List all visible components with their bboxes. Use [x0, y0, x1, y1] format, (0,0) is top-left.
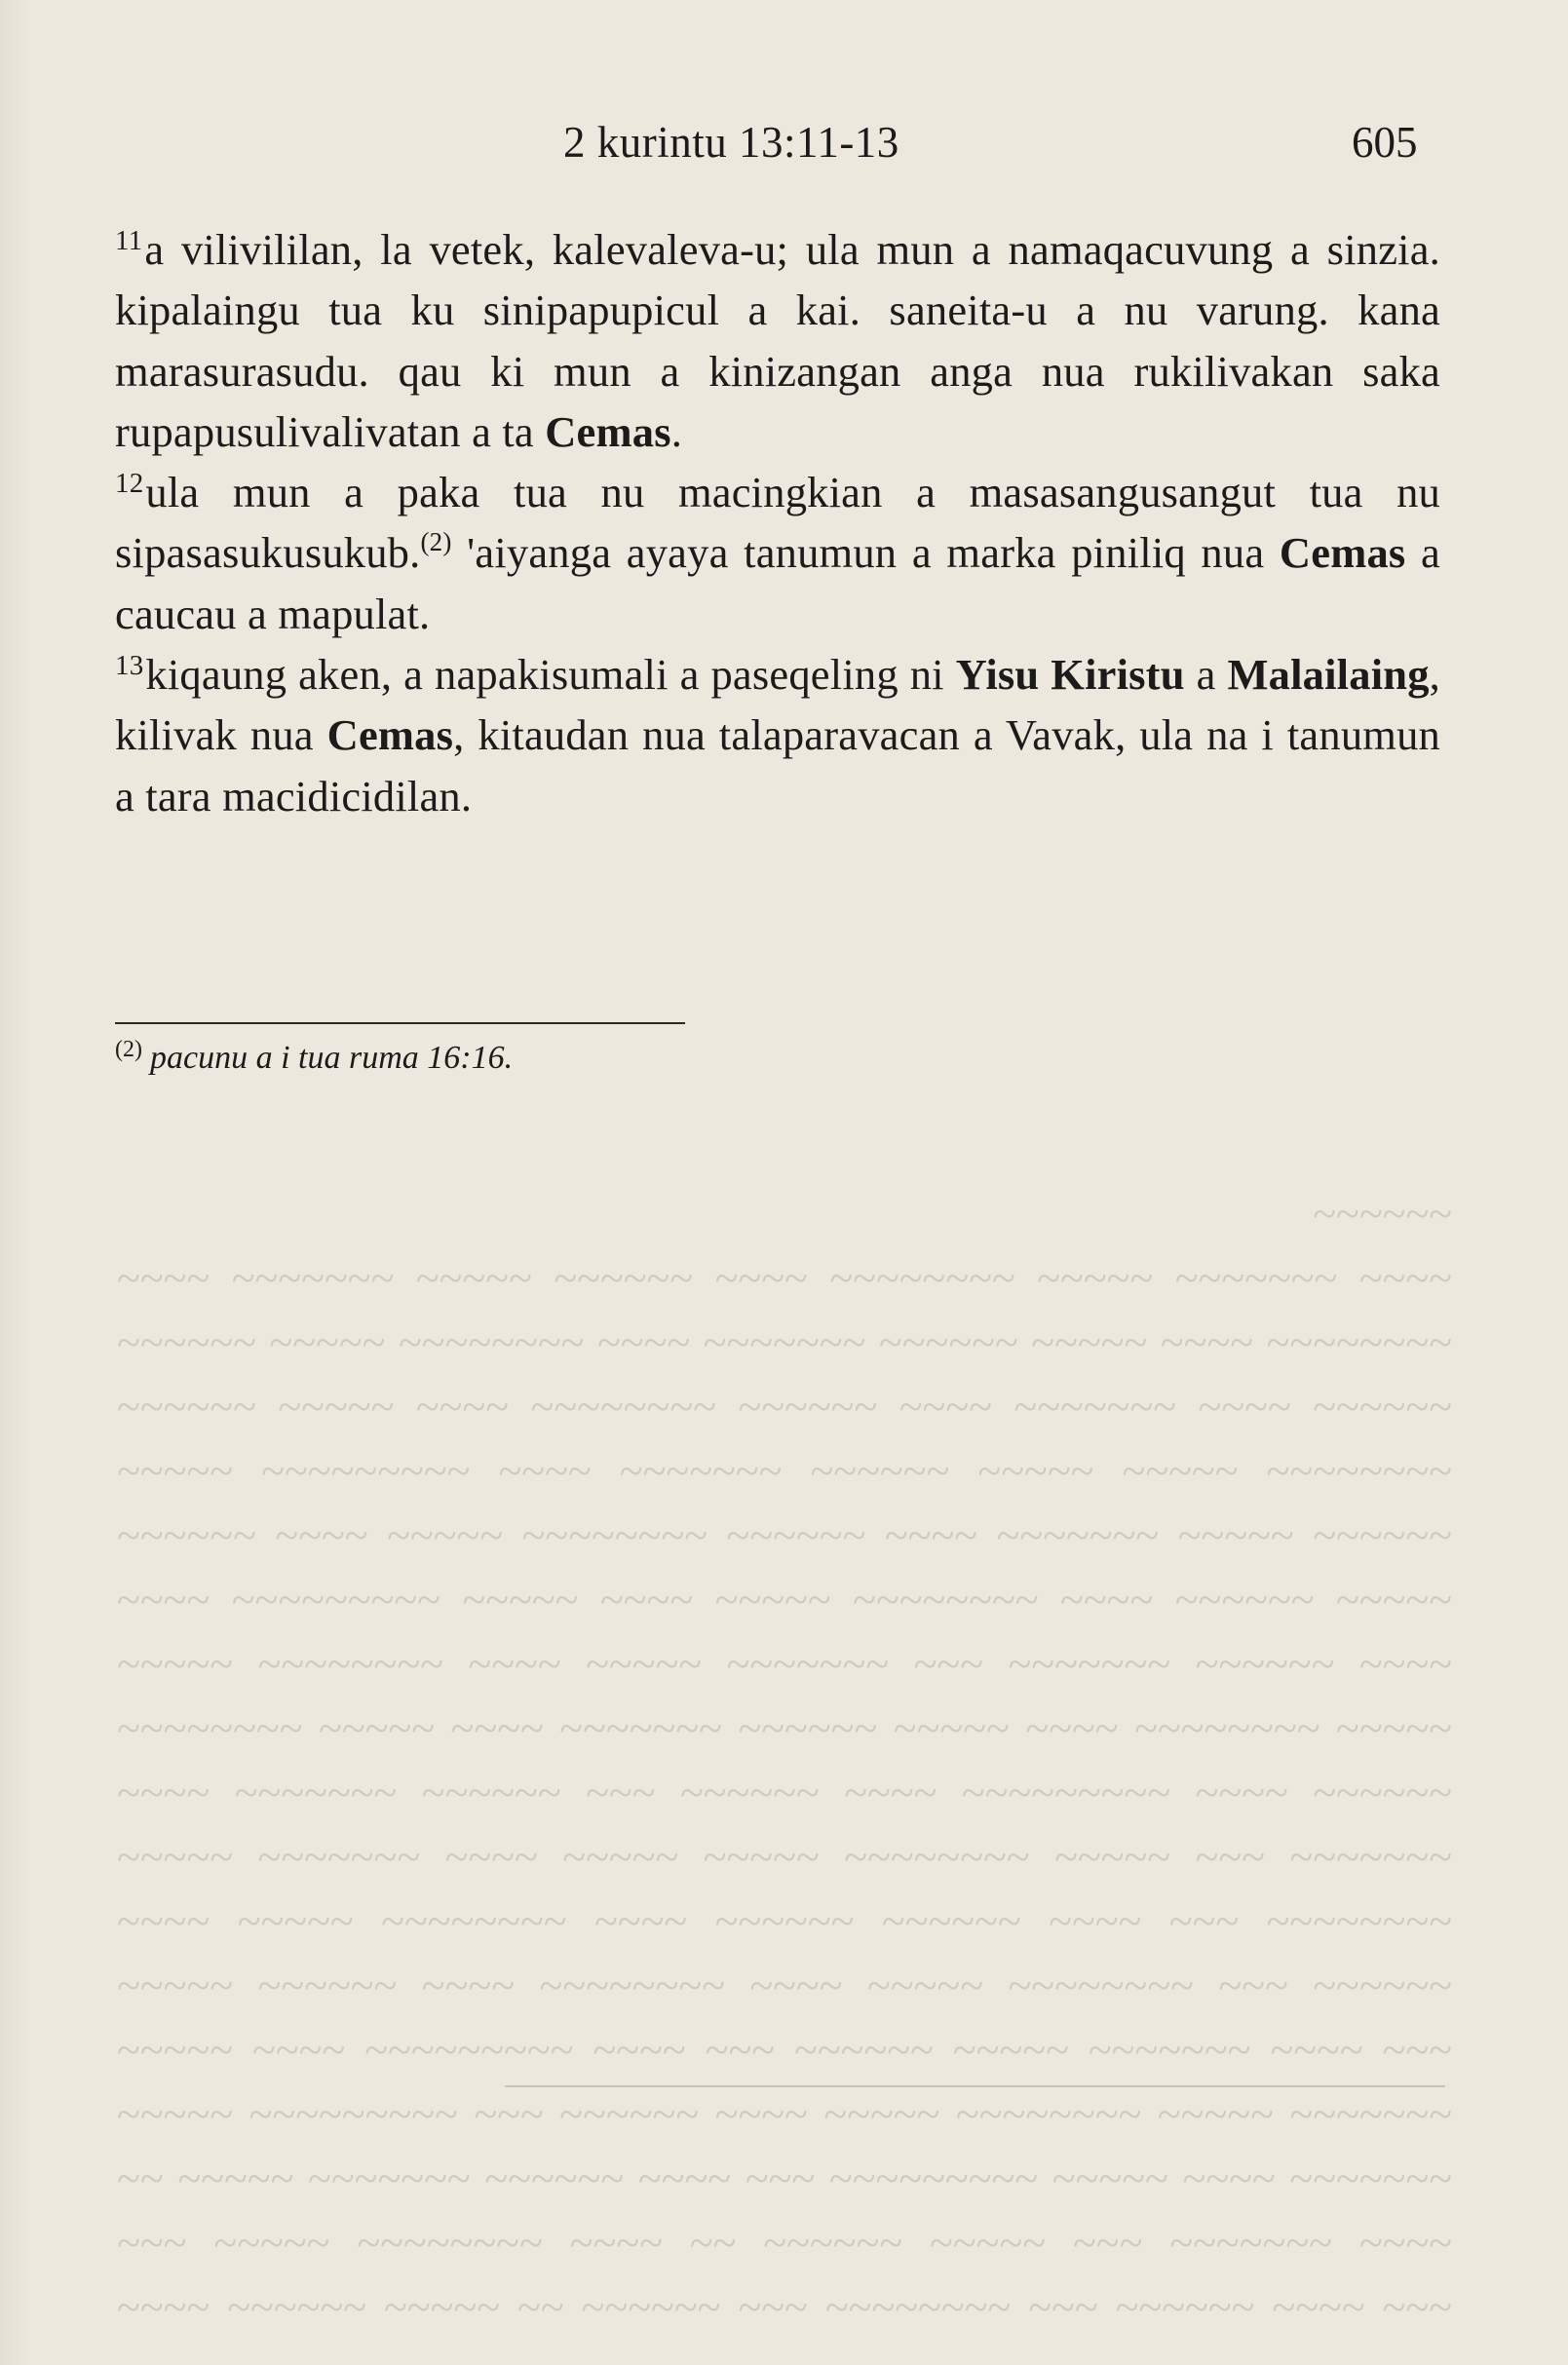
- verse-text: ula mun a paka tua nu macingkian a masasangusangut tua nu sipasasukusukub.: [115, 468, 1440, 578]
- verse-text: , kilivak nua: [115, 650, 1440, 760]
- verse-12: [115, 462, 1440, 644]
- verse-text: , kitaudan nua talaparavacan a Vavak, ula na i tanumun a tara macidicidilan.: [115, 710, 1441, 820]
- footnote-reference[interactable]: (2): [420, 527, 452, 557]
- scripture-text: [115, 219, 1440, 826]
- footnote-mark: (2): [115, 1037, 142, 1062]
- verse-text: 'aiyanga ayaya tanumun a marka piniliq nua: [451, 528, 1280, 578]
- running-title: 2 kurintu 13:11-13: [563, 118, 899, 167]
- verse-number: 11: [115, 225, 143, 256]
- verse-text-bold: Cemas: [1279, 528, 1406, 578]
- page-number: 605: [1352, 118, 1418, 167]
- verse-number: 12: [115, 468, 144, 500]
- verse-13: [115, 644, 1440, 826]
- footnote-divider: [115, 1022, 685, 1024]
- verse-text: kiqaung aken, a napakisumali a paseqeling ni: [145, 650, 956, 700]
- footnote-text: pacunu a i tua ruma 16:16.: [149, 1040, 514, 1076]
- bleed-through-rule: [505, 2085, 1445, 2087]
- footnote: [115, 1037, 513, 1077]
- verse-text: a: [1184, 650, 1228, 700]
- verse-text-bold: Cemas: [326, 710, 454, 760]
- verse-text: a caucau a mapulat.: [115, 528, 1440, 638]
- verse-text-bold: Malailaing: [1227, 650, 1430, 700]
- verse-11: [115, 219, 1440, 462]
- verse-number: 13: [115, 650, 144, 682]
- verse-text: .: [670, 406, 683, 456]
- verse-text: a vilivililan, la vetek, kalevaleva-u; ula mun a namaqacuvung a sinzia. kipalaingu tua ku sinipapupicul a kai. saneita-u a nu varung. kana marasurasudu. qau ki mun a kinizangan anga nua rukilivakan saka rupapusulivalivatan a ta: [115, 225, 1440, 456]
- page-header: [0, 117, 1568, 185]
- bleed-through-texture: ~~~ ~~~~ ~~~~~~ ~~~ ~~~~~~~~ ~~~ ~~~~~~ ~~ ~~~~~ ~~~~~~ ~~~~ ~~~~ ~~~~~~~ ~~~ ~~~~~ ~~~~~~ ~~ ~~~~ ~~~~~~~~ ~~~~~ ~~~ ~~~~~~~ ~~~~ ~~~~~ ~~~~~~~~~ ~~~ ~~~~ ~~~~~~ ~~~~~~~ ~~~~~ ~~ ~~~~~~~ ~~~~~ ~~~~~~~~ ~~~~~ ~~~~ ~~~~~~ ~~~ ~~~~~~~~~ ~~~~~ ~~~ ~~~~ ~~~~~~~ ~~~~~ ~~~~~~ ~~~ ~~~~ ~~~~~~~~~ ~~~~ ~~~~~ ~~~~~~ ~~~ ~~~~~~~~ ~~~~~ ~~~~ ~~~~~~~~ ~~~~ ~~~~~~ ~~~~~ ~~~~~~~~ ~~~ ~~~~ ~~~~~~ ~~~~~~ ~~~~ ~~~~~~~~ ~~~~~ ~~~~ ~~~~~~~ ~~~ ~~~~~ ~~~~~~~~ ~~~~~ ~~~~~ ~~~~ ~~~~~~~ ~~~~~ ~~~~~~ ~~~~ ~~~~~~~~~ ~~~~ ~~~~~~ ~~~ ~~~~~~ ~~~~~~~ ~~~~ ~~~~~ ~~~~~~~~ ~~~~ ~~~~~ ~~~~~~ ~~~~~~~ ~~~~ ~~~~~ ~~~~~~~~ ~~~~ ~~~~~~ ~~~~~~~ ~~~ ~~~~~~~ ~~~~~ ~~~~ ~~~~~~~~ ~~~~~ ~~~~~ ~~~~~~ ~~~~ ~~~~~~~~ ~~~~~ ~~~~ ~~~~~ ~~~~~~~~~ ~~~~ ~~~~~~ ~~~~~ ~~~~~~~ ~~~~ ~~~~~~ ~~~~~~~~ ~~~~~ ~~~~ ~~~~~~ ~~~~~~~~ ~~~~~ ~~~~~ ~~~~~~ ~~~~~~~ ~~~~ ~~~~~~~~~ ~~~~~ ~~~~~~ ~~~~ ~~~~~~~ ~~~~ ~~~~~~ ~~~~~~~~ ~~~~ ~~~~~ ~~~~~~ ~~~~~~~~ ~~~~ ~~~~~ ~~~~~~ ~~~~~~~ ~~~~ ~~~~~~~~ ~~~~~ ~~~~~~ ~~~~ ~~~~~~~ ~~~~~ ~~~~~~~~ ~~~~ ~~~~~~ ~~~~~ ~~~~~~~ ~~~~ ~~~~~~: [117, 1190, 1452, 2331]
- verse-text-bold: Yisu Kiristu: [955, 650, 1185, 700]
- verse-text-bold: Cemas: [545, 406, 671, 456]
